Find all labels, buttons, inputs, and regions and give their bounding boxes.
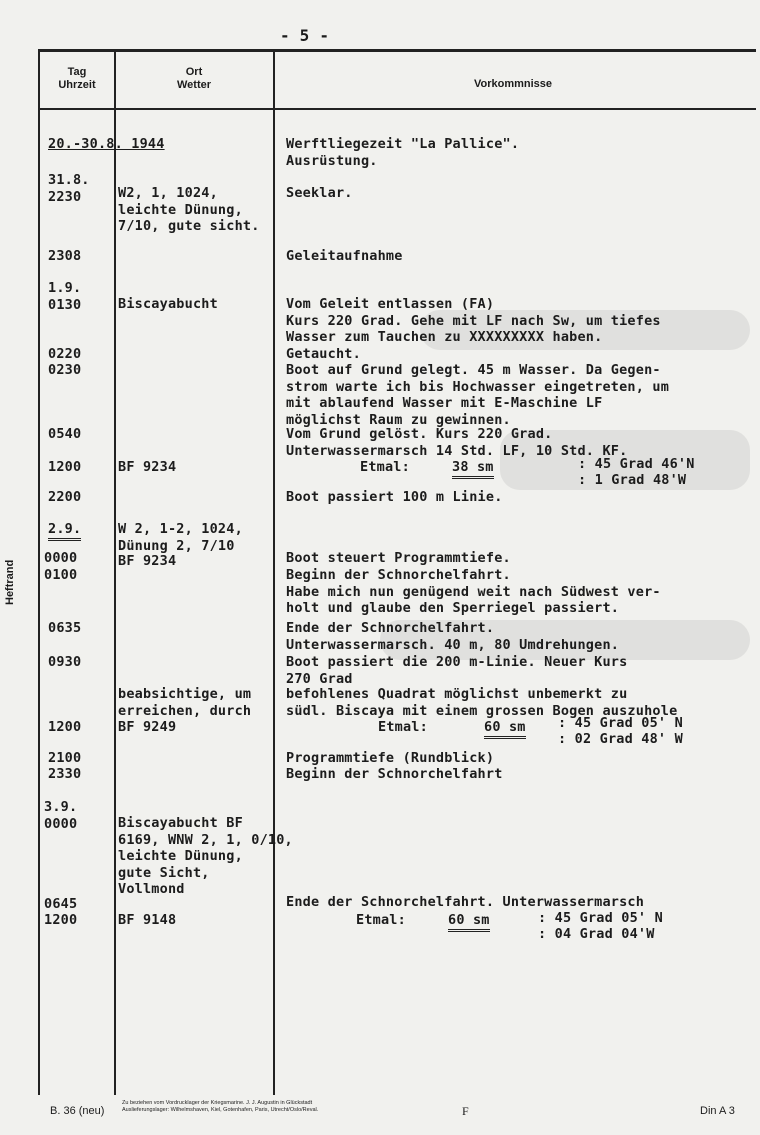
footer-paper-size: Din A 3 [700, 1105, 735, 1117]
entry-place: BF 9234 [118, 553, 177, 569]
entry-time: 0930 [48, 654, 82, 670]
entry-time: 1200 [48, 459, 82, 475]
entry-text: Boot auf Grund gelegt. 45 m Wasser. Da Gegen- strom warte ich bis Hochwasser eingetreten, um mit ablaufend Wasser mit E-Maschine LF möglichst Raum zu gewinnen. [286, 362, 670, 428]
entry-time: 0635 [48, 620, 82, 636]
entry-text: Seeklar. [286, 185, 353, 201]
position-lon: : 1 Grad 48'W [578, 472, 687, 488]
header-tag-uhrzeit: Tag Uhrzeit [58, 66, 96, 91]
position-lat: : 45 Grad 05' N [558, 715, 683, 731]
entry-time: 2308 [48, 248, 82, 264]
etmal-label: Etmal: [356, 912, 406, 928]
entry-time: 0000 [44, 550, 78, 566]
entry-text: Ende der Schnorchelfahrt. Unterwassermarsch. 40 m, 80 Umdrehungen. [286, 620, 620, 653]
position-lon: : 04 Grad 04'W [538, 926, 655, 942]
entry-text: Getaucht. [286, 346, 361, 362]
entry-place: W2, 1, 1024, leichte Dünung, 7/10, gute sicht. [118, 185, 260, 234]
entry-text: Programmtiefe (Rundblick) [286, 750, 495, 766]
table-top-border [38, 49, 756, 52]
entry-time: 31.8. 2230 [48, 172, 90, 205]
col-border-1 [114, 49, 116, 1095]
entry-time: 3.9. 0000 [44, 799, 78, 832]
entry-place: Biscayabucht [118, 296, 218, 312]
entry-time: 20.-30.8. 1944 [48, 136, 165, 152]
entry-time: 0220 [48, 346, 82, 362]
entry-place: Biscayabucht BF 6169, WNW 2, 1, 0/10, leichte Dünung, gute Sicht, Vollmond [118, 815, 293, 897]
col-border-left [38, 49, 40, 1095]
entry-text: Geleitaufnahme [286, 248, 403, 264]
footer-form-number: B. 36 (neu) [50, 1105, 105, 1117]
entry-text: Vom Geleit entlassen (FA) Kurs 220 Grad. Gehe mit LF nach Sw, um tiefes Wasser zum Tauchen zu XXXXXXXXX haben. [286, 296, 661, 345]
page-number: - 5 - [280, 26, 330, 45]
footer-printer-note: Zu beziehen vom Vordrucklager der Kriegsmarine. J. J. Augustin in Glückstadt Auslieferungslager: Wilhelmshaven, Kiel, Gotenhafen, Paris, Utrecht/Oslo/Reval. [122, 1100, 319, 1113]
entry-time: 0100 [44, 567, 78, 583]
entry-text: Vom Grund gelöst. Kurs 220 Grad. Unterwassermarsch 14 Std. LF, 10 Std. KF. [286, 426, 628, 459]
entry-time: 2200 [48, 489, 82, 505]
etmal-value: 60 sm [448, 912, 490, 932]
entry-time: 0230 [48, 362, 82, 378]
entry-time: 2.9. [48, 521, 81, 541]
footer-letter: F [462, 1104, 469, 1118]
side-label: Heftrand [4, 559, 16, 605]
entry-place: BF 9249 [118, 719, 177, 735]
entry-text: Ende der Schnorchelfahrt. Unterwassermarsch [286, 894, 645, 910]
entry-text: Werftliegezeit "La Pallice". Ausrüstung. [286, 136, 520, 169]
entry-place: beabsichtige, um erreichen, durch [118, 686, 252, 719]
entry-time: 0645 [44, 896, 78, 912]
entry-time: 1200 [44, 912, 78, 928]
entry-place: BF 9234 [118, 459, 177, 475]
entry-text: Boot passiert 100 m Linie. [286, 489, 503, 505]
position-lat: : 45 Grad 05' N [538, 910, 663, 926]
entry-time: 0540 [48, 426, 82, 442]
etmal-value: 38 sm [452, 459, 494, 479]
header-vorkommnisse: Vorkommnisse [473, 78, 553, 90]
header-bottom-border [38, 108, 756, 110]
etmal-label: Etmal: [360, 459, 410, 475]
entry-text: Boot steuert Programmtiefe. [286, 550, 511, 566]
etmal-label: Etmal: [378, 719, 428, 735]
header-ort-wetter: Ort Wetter [176, 66, 212, 91]
entry-time: 1.9. 0130 [48, 280, 82, 313]
etmal-value: 60 sm [484, 719, 526, 739]
entry-place: BF 9148 [118, 912, 177, 928]
entry-text: Beginn der Schnorchelfahrt [286, 766, 503, 782]
position-lat: : 45 Grad 46'N [578, 456, 695, 472]
entry-time: 1200 [48, 719, 82, 735]
entry-time: 2330 [48, 766, 82, 782]
entry-text: Beginn der Schnorchelfahrt. Habe mich nun genügend weit nach Südwest ver- holt und glaube den Sperriegel passiert. [286, 567, 661, 616]
entry-place: W 2, 1-2, 1024, Dünung 2, 7/10 [118, 521, 243, 554]
col-border-2 [273, 49, 275, 1095]
position-lon: : 02 Grad 48' W [558, 731, 683, 747]
entry-text: Boot passiert die 200 m-Linie. Neuer Kurs 270 Grad [286, 654, 628, 687]
entry-time: 2100 [48, 750, 82, 766]
entry-text: befohlenes Quadrat möglichst unbemerkt zu südl. Biscaya mit einem grossen Bogen auszuhole [286, 686, 678, 719]
